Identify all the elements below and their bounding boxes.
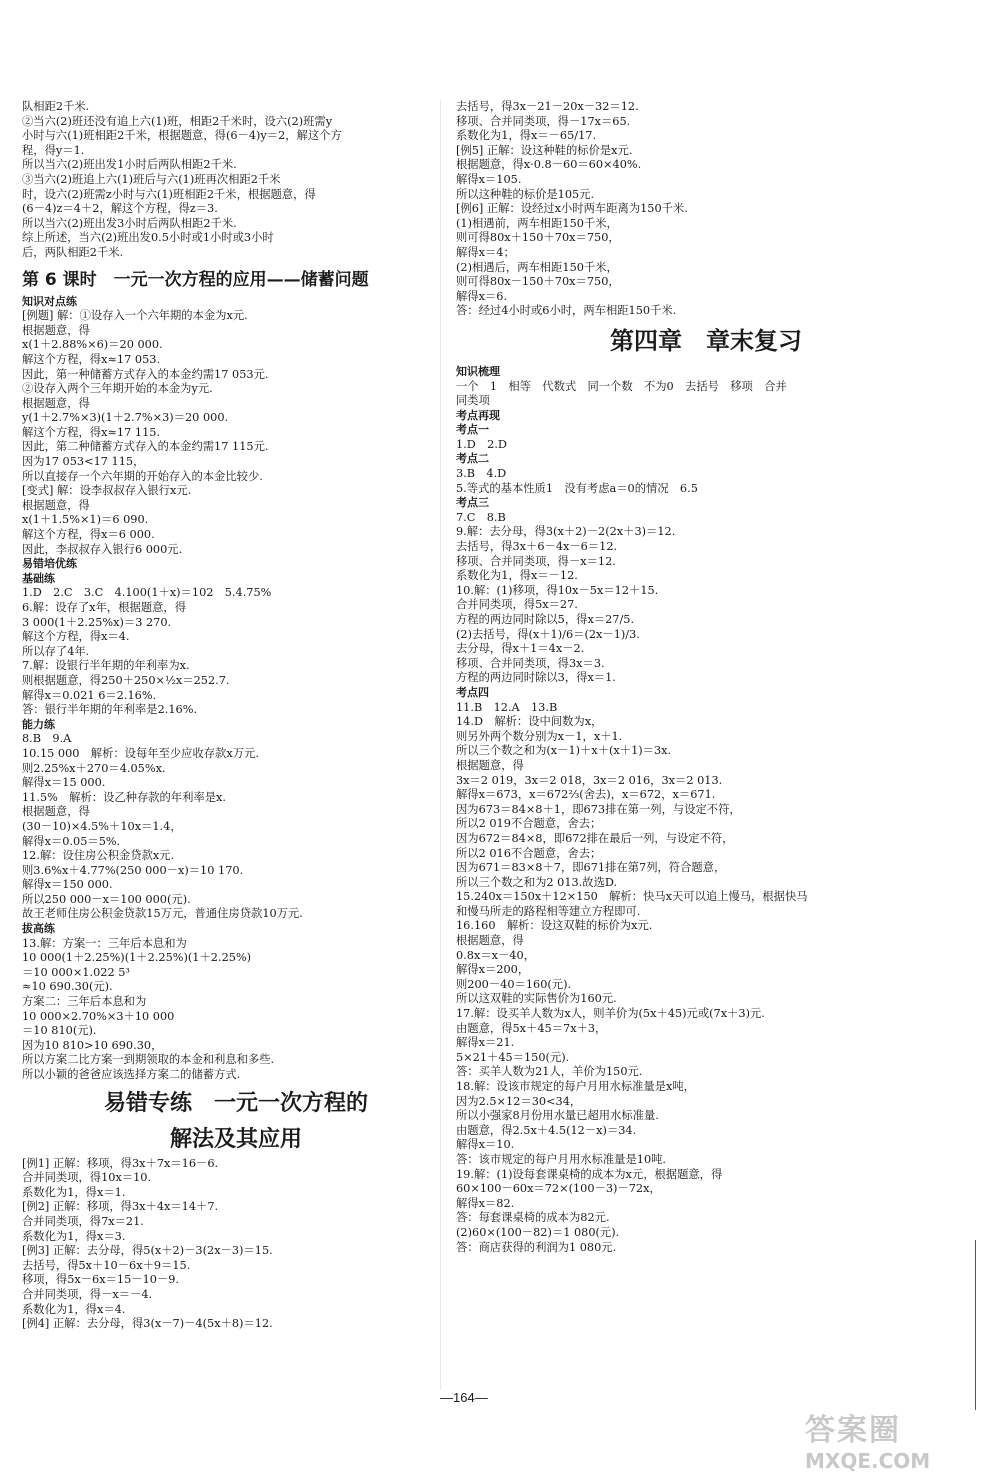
text-line: 18.解：设该市规定的每户月用水标准量是x吨， — [456, 1080, 695, 1093]
right-block-1 — [456, 100, 956, 319]
text-line: 解得x＝200， — [456, 963, 530, 977]
text-line: 所以当六(2)班出发3小时后两队相距2千米. — [22, 216, 237, 230]
right-column — [456, 100, 956, 1255]
text-line: [例4] 正解：去分母，得3(x－7)－4(5x＋8)＝12. — [22, 1317, 273, 1331]
text-line: 同类项 — [456, 394, 490, 408]
text-line: 因此，李叔叔存入银行6 000元. — [22, 542, 183, 556]
text-line: 由题意，得5x＋45＝7x＋3， — [456, 1021, 607, 1035]
text-line: 所以小强家8月份用水量已超用水标准量. — [456, 1109, 659, 1123]
text-line: (6－4)z＝4＋2，解这个方程，得z＝3. — [22, 202, 218, 216]
text-line: 根据题意，得 — [22, 323, 90, 337]
text-line: 解得x＝10. — [456, 1138, 515, 1152]
text-line: 移项，得5x－6x＝15－10－9. — [22, 1273, 180, 1287]
text-line: 则2.25%x＋270＝4.05%x. — [22, 761, 166, 775]
text-line: [例1] 正解：移项，得3x＋7x＝16－6. — [22, 1156, 219, 1170]
watermark-logo — [805, 1405, 975, 1473]
text-line: 去括号，得5x＋10－6x＋9＝15. — [22, 1258, 191, 1272]
text-line: 8.B 9.A — [22, 732, 72, 746]
text-line: 3 000(1＋2.25%x)＝3 270. — [22, 615, 172, 629]
text-line: 则可得80x＋150＋70x＝750， — [456, 231, 620, 245]
text-line: 5×21＋45＝150(元). — [456, 1050, 570, 1064]
text-line: 10 000×2.70%×3＋10 000 — [22, 1009, 175, 1023]
text-line: 3.B 4.D — [456, 467, 507, 481]
text-line: 小时与六(1)班相距2千米，根据题意，得(6－4)y＝2，解这个方 — [22, 129, 342, 143]
text-line: (2)60×(100－82)＝1 080(元). — [456, 1225, 620, 1239]
text-line: 所以小颖的爸爸应该选择方案二的储蓄方式. — [22, 1068, 241, 1081]
error-practice-title-line2: 解法及其应用 — [169, 1126, 302, 1152]
text-line: 系数化为1，得x＝－12. — [456, 569, 578, 583]
text-line: 11.B 12.A 13.B — [456, 700, 558, 714]
text-line: 知识梳理 — [456, 364, 500, 378]
chapter-review-title: 第四章 章末复习 — [610, 326, 802, 355]
text-line: 系数化为1，得x＝－65/17. — [456, 129, 597, 143]
text-line: 15.240x＝150x＋12×150 解析：快马x天可以追上慢马，根据快马 — [456, 890, 808, 904]
text-line: 移项、合并同类项，得－x＝12. — [456, 554, 616, 568]
text-line: 去括号，得3x－21－20x－32＝12. — [456, 100, 639, 113]
text-line: 答：买羊人数为21人，羊价为150元. — [456, 1065, 643, 1079]
text-line: 3x＝2 019，3x＝2 018，3x＝2 016，3x＝2 013. — [456, 773, 723, 787]
text-line: [例5] 正解：设这种鞋的标价是x元. — [456, 143, 633, 157]
text-line: 17.解：设买羊人数为x人，则羊价为(5x＋45)元或(7x＋3)元. — [456, 1007, 765, 1021]
left-block-2 — [22, 295, 450, 1083]
text-line: 1.D 2.D — [456, 437, 507, 451]
text-line: 时，设六(2)班需z小时与六(1)班相距2千米，根据题意，得 — [22, 187, 316, 201]
text-line: 所以方案二比方案一到期领取的本金和利息和多些. — [22, 1053, 275, 1067]
text-line: 答：该市规定的每户月用水标准量是10吨. — [456, 1152, 667, 1166]
text-line: 因为10 810>10 690.30， — [22, 1038, 163, 1052]
text-line: 解得x＝6. — [456, 289, 508, 303]
text-line: [例3] 正解：去分母，得5(x＋2)－3(2x－3)＝15. — [22, 1244, 273, 1258]
text-line: 所以这双鞋的实际售价为160元. — [456, 992, 617, 1006]
text-line: 知识对点练 — [22, 294, 77, 308]
text-line: [例题] 解：①设存入一个六年期的本金为x元. — [22, 309, 248, 323]
text-line: 能力练 — [22, 717, 55, 731]
text-line: 则根据题意，得250＋250×½x＝252.7. — [22, 673, 230, 687]
text-line: 所以三个数之和为(x－1)＋x＋(x＋1)＝3x. — [456, 744, 672, 758]
section-title-lesson-6: 第 6 课时 一元一次方程的应用——储蓄问题 — [22, 269, 369, 290]
text-line: 所以当六(2)班出发1小时后两队相距2千米. — [22, 158, 237, 172]
text-line: 答：商店获得的利润为1 080元. — [456, 1240, 617, 1254]
text-line: 一个 1 相等 代数式 同一个数 不为0 去括号 移项 合并 — [456, 379, 787, 393]
text-line: 解得x＝15 000. — [22, 776, 106, 790]
text-line: 合并同类项，得10x＝10. — [22, 1171, 152, 1185]
text-line: 60×100－60x＝72×(100－3)－72x， — [456, 1182, 661, 1196]
text-line: (30－10)×4.5%＋10x＝1.4， — [22, 819, 182, 833]
text-line: 基础练 — [22, 571, 55, 585]
text-line: 合并同类项，得7x＝21. — [22, 1214, 144, 1228]
text-line: 系数化为1，得x＝3. — [22, 1229, 126, 1243]
text-line: 解得x＝0.021 6＝2.16%. — [22, 688, 157, 702]
text-line: 考点再现 — [456, 408, 500, 422]
text-line: 解得x＝82. — [456, 1196, 515, 1210]
text-line: 所以250 000－x＝100 000(元). — [22, 892, 191, 906]
text-line: 因此，第一种储蓄方式存入的本金约需17 053元. — [22, 367, 269, 381]
text-line: 系数化为1，得x＝4. — [22, 1302, 126, 1316]
text-line: 考点四 — [456, 685, 489, 699]
text-line: 因为672＝84×8，即672排在最后一列，与设定不符， — [456, 831, 734, 845]
text-line: [变式] 解：设李叔叔存入银行x元. — [22, 484, 192, 498]
text-line: 解得x＝0.05＝5%. — [22, 834, 121, 848]
text-line: 考点一 — [456, 423, 489, 437]
text-line: 方程的两边同时除以5，得x＝27/5. — [456, 613, 635, 626]
text-line: 根据题意，得x·0.8－60＝60×40%. — [456, 158, 642, 172]
text-line: 根据题意，得 — [22, 805, 90, 819]
error-practice-title-line1: 易错专练 一元一次方程的 — [103, 1090, 368, 1116]
text-line: 根据题意，得 — [456, 934, 524, 948]
text-line: 故王老师住房公积金贷款15万元，普通住房贷款10万元. — [22, 907, 303, 921]
text-line: 去分母，得x＋1＝4x－2. — [456, 642, 585, 656]
text-line: 则3.6%x＋4.77%(250 000－x)＝10 170. — [22, 863, 244, 877]
text-line: 答：经过4小时或6小时，两车相距150千米. — [456, 304, 677, 318]
text-line: 移项、合并同类项，得－17x＝65. — [456, 114, 631, 128]
text-line: 10.15 000 解析：设每年至少应收存款x万元. — [22, 746, 259, 760]
text-line: 所以直接存一个六年期的开始存入的本金比较少. — [22, 469, 263, 483]
text-line: 13.解：方案一：三年后本息和为 — [22, 936, 187, 950]
text-line: 0.8x＝x－40， — [456, 948, 535, 962]
text-line: 9.解：去分母，得3(x＋2)－2(2x＋3)＝12. — [456, 525, 676, 539]
text-line: 10.解：(1)移项，得10x－5x＝12＋15. — [456, 583, 659, 597]
text-line: 所以这种鞋的标价是105元. — [456, 187, 595, 201]
text-line: 16.160 解析：设这双鞋的标价为x元. — [456, 919, 653, 933]
left-block-1 — [22, 100, 450, 261]
text-line: ＝10 000×1.022 5³ — [22, 965, 130, 979]
text-line: 解这个方程，得x≈17 115. — [22, 425, 161, 439]
text-line: 5.等式的基本性质1 没有考虑a＝0的情况 6.5 — [456, 481, 698, 495]
text-line: 因为671＝83×8＋7，即671排在第7列，符合题意， — [456, 861, 726, 875]
text-line: 解得x＝21. — [456, 1036, 515, 1050]
text-line: 解这个方程，得x＝4. — [22, 630, 130, 644]
text-line: ≈10 690.30(元). — [22, 980, 113, 994]
page-number: —164— — [440, 1390, 488, 1405]
left-block-3 — [22, 1157, 450, 1332]
text-line: 移项、合并同类项，得3x＝3. — [456, 656, 605, 670]
text-line: 因此，第二种储蓄方式存入的本金约需17 115元. — [22, 440, 269, 454]
text-line: 所以2 016不合题意，舍去； — [456, 846, 602, 860]
text-line: 根据题意，得 — [456, 758, 524, 772]
text-line: 10 000(1＋2.25%)(1＋2.25%)(1＋2.25%) — [22, 951, 252, 965]
text-line: 解这个方程，得x＝6 000. — [22, 528, 155, 542]
text-line: [例2] 正解：移项，得3x＋4x＝14＋7. — [22, 1200, 219, 1214]
text-line: 6.解：设存了x年，根据题意，得 — [22, 601, 187, 614]
text-line: [例6] 正解：设经过x小时两车距离为150千米. — [456, 202, 688, 216]
text-line: 去括号，得3x＋6－4x－6＝12. — [456, 540, 618, 554]
text-line: (1)相遇前，两车相距150千米， — [456, 216, 618, 230]
text-line: 和慢马所走的路程相等建立方程即可. — [456, 904, 641, 918]
watermark-logo-text: 答案圈 — [805, 1413, 901, 1448]
text-line: 14.D 解析：设中间数为x， — [456, 715, 603, 729]
text-line: 所以2 019不合题意，舍去； — [456, 817, 602, 831]
text-line: 因为2.5×12＝30<34， — [456, 1094, 582, 1108]
text-line: 则可得80x－150＋70x＝750， — [456, 275, 620, 289]
text-line: x(1＋2.88%×6)＝20 000. — [22, 338, 163, 352]
watermark-url: MXQE.COM — [805, 1449, 931, 1473]
text-line: 系数化为1，得x＝1. — [22, 1185, 126, 1199]
text-line: 1.D 2.C 3.C 4.100(1＋x)＝102 5.4.75% — [22, 586, 272, 600]
text-line: 合并同类项，得5x＝27. — [456, 598, 578, 612]
text-line: 因为17 053<17 115， — [22, 455, 145, 469]
text-line: 所以三个数之和为2 013.故选D. — [456, 875, 618, 889]
text-line: 方案二：三年后本息和为 — [22, 995, 147, 1009]
text-line: 则200－40＝160(元). — [456, 977, 572, 991]
text-line: 7.解：设银行半年期的年利率为x. — [22, 659, 190, 673]
text-line: 合并同类项，得－x＝－4. — [22, 1287, 153, 1301]
right-block-2 — [456, 365, 956, 1255]
text-line: 后，两队相距2千米. — [22, 245, 124, 259]
text-line: 考点二 — [456, 452, 489, 466]
text-line: 拔高练 — [22, 922, 55, 936]
text-line: (2)去括号，得(x＋1)/6＝(2x－1)/3. — [456, 627, 640, 641]
text-line: y(1＋2.7%×3)(1＋2.7%×3)＝20 000. — [22, 411, 229, 425]
text-line: 则另外两个数分别为x－1，x＋1. — [456, 729, 623, 743]
text-line: 19.解：(1)设每套课桌椅的成本为x元，根据题意，得 — [456, 1167, 723, 1181]
text-line: 根据题意，得 — [22, 396, 90, 410]
text-line: ＝10 810(元). — [22, 1024, 97, 1038]
text-line: 根据题意，得 — [22, 498, 90, 512]
text-line: 队相距2千米. — [22, 100, 90, 113]
text-line: 解这个方程，得x≈17 053. — [22, 352, 161, 366]
text-line: 程，得y＝1. — [22, 143, 85, 157]
text-line: ③当六(2)班追上六(1)班后与六(1)班再次相距2千米 — [22, 172, 281, 186]
text-line: 由题意，得2.5x＋4.5(12－x)＝34. — [456, 1123, 637, 1137]
text-line: 解得x＝150 000. — [22, 878, 113, 892]
text-line: 考点三 — [456, 496, 489, 510]
text-line: 12.解：设住房公积金贷款x元. — [22, 849, 175, 863]
text-line: 答：银行半年期的年利率是2.16%. — [22, 703, 198, 717]
text-line: 因为673＝84×8＋1，即673排在第一列，与设定不符， — [456, 802, 741, 816]
text-line: 所以存了4年. — [22, 644, 90, 658]
text-line: x(1＋1.5%×1)＝6 090. — [22, 513, 149, 527]
text-line: ②当六(2)班还没有追上六(1)班，相距2千米时，设六(2)班需y — [22, 114, 333, 128]
text-line: 易错培优练 — [22, 557, 77, 571]
text-line: (2)相遇后，两车相距150千米， — [456, 260, 618, 274]
text-line: 7.C 8.B — [456, 510, 506, 524]
text-line: 方程的两边同时除以3，得x＝1. — [456, 671, 616, 685]
text-line: 解得x＝4； — [456, 245, 515, 259]
page-edge-line — [975, 1240, 976, 1410]
left-column — [22, 100, 450, 1332]
text-line: ②设存入两个三年期开始的本金为y元. — [22, 382, 213, 396]
text-line: 11.5% 解析：设乙种存款的年利率是x. — [22, 790, 227, 804]
text-line: 综上所述，当六(2)班出发0.5小时或1小时或3小时 — [22, 231, 274, 245]
text-line: 答：每套课桌椅的成本为82元. — [456, 1211, 610, 1225]
text-line: 解得x＝105. — [456, 172, 522, 186]
text-line: 解得x＝673，x＝672⅔(舍去)，x＝672，x＝671. — [456, 788, 716, 802]
